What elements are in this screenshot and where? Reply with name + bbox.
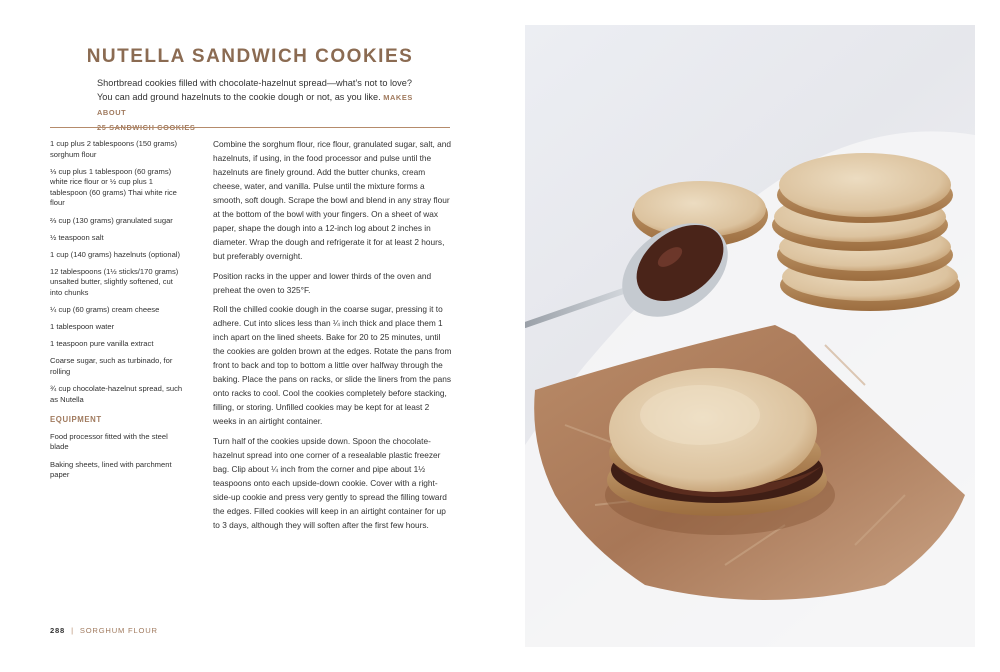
method-paragraph: Position racks in the upper and lower thirds of the oven and preheat the oven to 325°F.: [213, 270, 432, 295]
ingredient-item: 1 cup (140 grams) hazelnuts (optional): [50, 249, 181, 259]
ingredient-item: ½ teaspoon salt: [50, 232, 104, 242]
makes-value: 25 SANDWICH COOKIES: [97, 123, 196, 132]
footer-separator: |: [71, 626, 74, 635]
ingredient-item: 1 tablespoon water: [50, 322, 115, 332]
section-name: SORGHUM FLOUR: [79, 626, 158, 635]
cookie-stack: [772, 153, 960, 311]
method-steps: [213, 138, 453, 539]
ingredients-list: [50, 139, 186, 487]
ingredient-item: 1 teaspoon pure vanilla extract: [50, 339, 154, 349]
equipment-item: Baking sheets, lined with parchment paper: [50, 459, 172, 480]
cookie-photo: [525, 25, 975, 647]
ingredient-item: ⅔ cup (130 grams) granulated sugar: [50, 215, 173, 225]
equipment-item: Food processor fitted with the steel blade: [50, 431, 168, 452]
intro-text: Shortbread cookies filled with chocolate-hazelnut spread—what’s not to love? You can add ground hazelnuts to the cookie dough or not, as you like.: [97, 78, 412, 102]
ingredient-item: ¼ cup (60 grams) cream cheese: [50, 305, 160, 315]
ingredient-item: 12 tablespoons (1½ sticks/170 grams) unsalted butter, slightly softened, cut into chunks: [50, 266, 179, 298]
cookie-photo-illustration: [525, 25, 975, 647]
ingredient-item: 1 cup plus 2 tablespoons (150 grams) sorghum flour: [50, 139, 178, 159]
page-number: 288: [50, 626, 66, 635]
ingredient-item: Coarse sugar, such as turbinado, for rolling: [50, 356, 173, 376]
ingredient-item: ¾ cup chocolate-hazelnut spread, such as Nutella: [50, 384, 183, 404]
divider-rule: [50, 127, 450, 128]
method-paragraph: Combine the sorghum flour, rice flour, granulated sugar, salt, and hazelnuts, if using, in the food processor and pulse until the hazelnuts are finely ground. Add the butter chunks, cream cheese, water, and vanilla. Pulse until the mixture forms a smooth, soft dough. Scrape the bowl and blend in any stray flour at the bottom of the bowl with your fingers. On a sheet of wax paper, shape the dough into a 12-inch log about 2 inches in diameter. Wrap the dough and refrigerate it for at least 2 hours, but preferably overnight.: [213, 139, 451, 261]
method-paragraph: Roll the chilled cookie dough in the coarse sugar, pressing it to adhere. Cut into slices less than ¼ inch thick and place them 1 inch apart on the lined sheets. Bake for 20 to 25 minutes, until the cookies are golden brown at the edges. Rotate the pans from front to back and top to bottom a little over halfway through the baking. Place the pans on racks, or slide the liners from the pans onto racks to cool. Cool the cookies completely before stacking, filling, or storing. Unfilled cookies may be kept for at least 2 weeks in an airtight container.: [213, 304, 452, 427]
makes-label: MAKES ABOUT: [97, 93, 413, 117]
page-footer: [50, 626, 158, 635]
equipment-heading: EQUIPMENT: [50, 415, 102, 425]
method-paragraph: Turn half of the cookies upside down. Spoon the chocolate-hazelnut spread into one corner of a resealable plastic freezer bag. Clip about ¼ inch from the corner and pipe about 1½ teaspoons onto each upside-down cookie. Cover with a right-side-up cookie and press very gently to spread the filling toward the edges. Filled cookies will keep in an airtight container for up to 3 days, although they will soften after the first few hours.: [213, 436, 447, 530]
recipe-title: NUTELLA SANDWICH COOKIES: [86, 46, 414, 67]
ingredient-item: ⅓ cup plus 1 tablespoon (60 grams) white rice flour or ½ cup plus 1 tablespoon (60 grams) Thai white rice flour: [50, 166, 177, 208]
